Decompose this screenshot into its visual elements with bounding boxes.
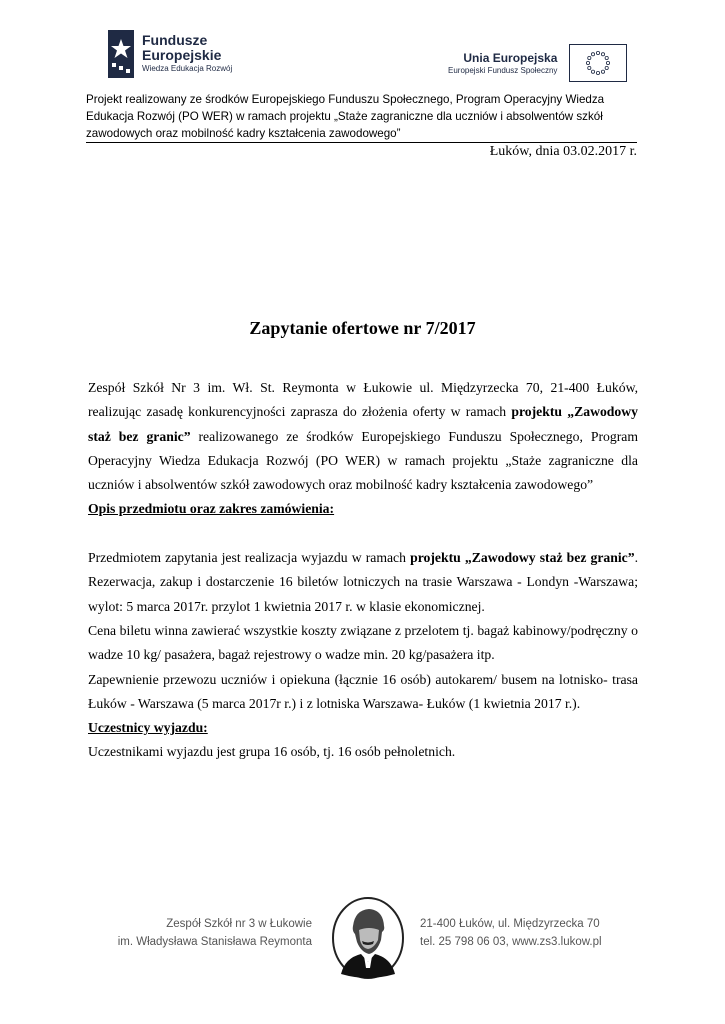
paragraph-participants: Uczestnikami wyjazdu jest grupa 16 osób, tj. 16 osób pełnoletnich. — [88, 744, 456, 760]
fe-logo-line1: Fundusze — [142, 32, 208, 48]
intro-paragraph — [88, 376, 638, 497]
subject-project-name: projektu „Zawodowy staż bez granic” — [410, 550, 635, 566]
page-footer — [0, 890, 725, 1000]
subject-text-1: Przedmiotem zapytania jest realizacja wyjazdu w ramach — [88, 550, 411, 566]
ue-logo-line1: Unia Europejska — [463, 50, 558, 65]
footer-address: 21-400 Łuków, ul. Międzyrzecka 70 — [420, 918, 600, 930]
fe-logo — [108, 28, 232, 80]
paragraph-transport: Zapewnienie przewozu uczniów i opiekuna (łącznie 16 osób) autokarem/ busem na lotnisko- trasa Łuków - Warszawa (5 marca 2017r r.) i z lotniska Warszawa- Łuków (1 kwietnia 2017 r.). — [88, 671, 638, 711]
paragraph-subject — [88, 546, 638, 619]
paragraph-price: Cena biletu winna zawierać wszystkie koszty związane z przelotem tj. bagaż kabinowy/podręczny o wadze 10 kg/ pasażera, bagaż rejestrowy o wadze min. 20 kg/pasażera itp. — [88, 622, 638, 663]
footer-school-name: Zespół Szkół nr 3 w Łukowie — [166, 918, 312, 930]
subject-text-2: . Rezerwacja, zakup i dostarczenie 16 biletów lotniczych na trasie Warszawa - Londyn -Warszawa; wylot: 5 marca 2017r. przylot 1 kwietnia 2017 r. w klasie ekonomicznej. — [88, 550, 639, 614]
fe-star-icon — [108, 30, 134, 78]
document-title: Zapytanie ofertowe nr 7/2017 — [249, 318, 476, 338]
ue-logo — [448, 44, 627, 82]
section-heading-description: Opis przedmiotu oraz zakres zamówienia: — [88, 501, 335, 517]
project-note: Projekt realizowany ze środków Europejskiego Funduszu Społecznego, Program Operacyjny Wiedza Edukacja Rozwój (PO WER) w ramach projektu „Staże zagraniczne dla uczniów i absolwentów szkół zawodowych oraz mobilność kadry kształcenia zawodowego” — [86, 93, 605, 140]
fe-logo-line3: Wiedza Edukacja Rozwój — [142, 64, 233, 73]
footer-contact: tel. 25 798 06 03, www.zs3.lukow.pl — [420, 936, 602, 948]
fe-logo-line2: Europejskie — [142, 47, 222, 63]
spacer — [88, 522, 638, 546]
intro-text-2: realizowanego ze środków Europejskiego Funduszu Społecznego, Program Operacyjny Wiedza Edukacja Rozwój (PO WER) w ramach projektu „Staże zagraniczne dla uczniów i absolwentów szkół zawodowych oraz mobilność kadry kształcenia zawodowego” — [88, 428, 638, 493]
intro-project-name: projektu „Zawodowy staż bez granic” — [88, 404, 638, 444]
ue-logo-line2: Europejski Fundusz Społeczny — [448, 65, 558, 75]
intro-text-1: Zespół Szkół Nr 3 im. Wł. St. Reymonta w Łukowie ul. Międzyrzecka 70, 21-400 Łuków, realizując zasadę konkurencyjności zaprasza do złożenia oferty w ramach — [88, 380, 638, 420]
document-date: Łuków, dnia 03.02.2017 r. — [489, 144, 637, 159]
eu-flag-icon — [569, 44, 627, 82]
reymont-portrait-icon — [331, 896, 405, 980]
footer-school-patron: im. Władysława Stanisława Reymonta — [117, 936, 312, 948]
section-heading-participants: Uczestnicy wyjazdu: — [88, 720, 208, 736]
document-body — [88, 376, 638, 765]
